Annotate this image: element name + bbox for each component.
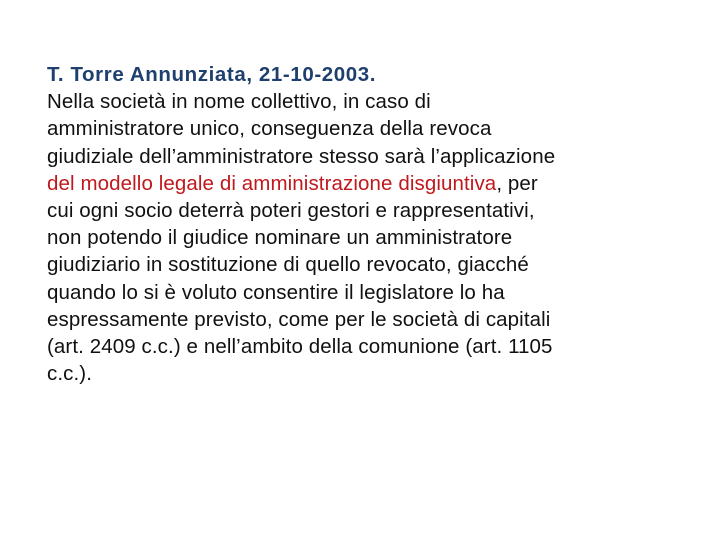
text-fragment: , per xyxy=(496,171,538,195)
text-line: (art. 2409 c.c.) e nell’ambito della comunione (art. 1105 xyxy=(47,335,553,359)
text-line: amministratore unico, conseguenza della revoca xyxy=(47,117,492,141)
text-line: c.c.). xyxy=(47,362,93,386)
text-line: cui ogni socio deterrà poteri gestori e rappresentativi, xyxy=(47,199,535,223)
text-line: giudiziale dell’amministratore stesso sarà l’applicazione xyxy=(47,144,556,168)
highlight-line xyxy=(47,170,687,197)
heading: T. Torre Annunziata, 21-10-2003. xyxy=(47,63,377,86)
highlighted-text: del modello legale di amministrazione disgiuntiva xyxy=(47,171,497,195)
text-line: non potendo il giudice nominare un amministratore xyxy=(47,226,513,250)
text-line: quando lo si è voluto consentire il legislatore lo ha xyxy=(47,280,505,304)
text-line: espressamente previsto, come per le società di capitali xyxy=(47,307,551,331)
text-block xyxy=(47,61,687,387)
text-line: giudiziario in sostituzione di quello revocato, giacché xyxy=(47,253,529,277)
text-line: Nella società in nome collettivo, in caso di xyxy=(47,90,431,114)
